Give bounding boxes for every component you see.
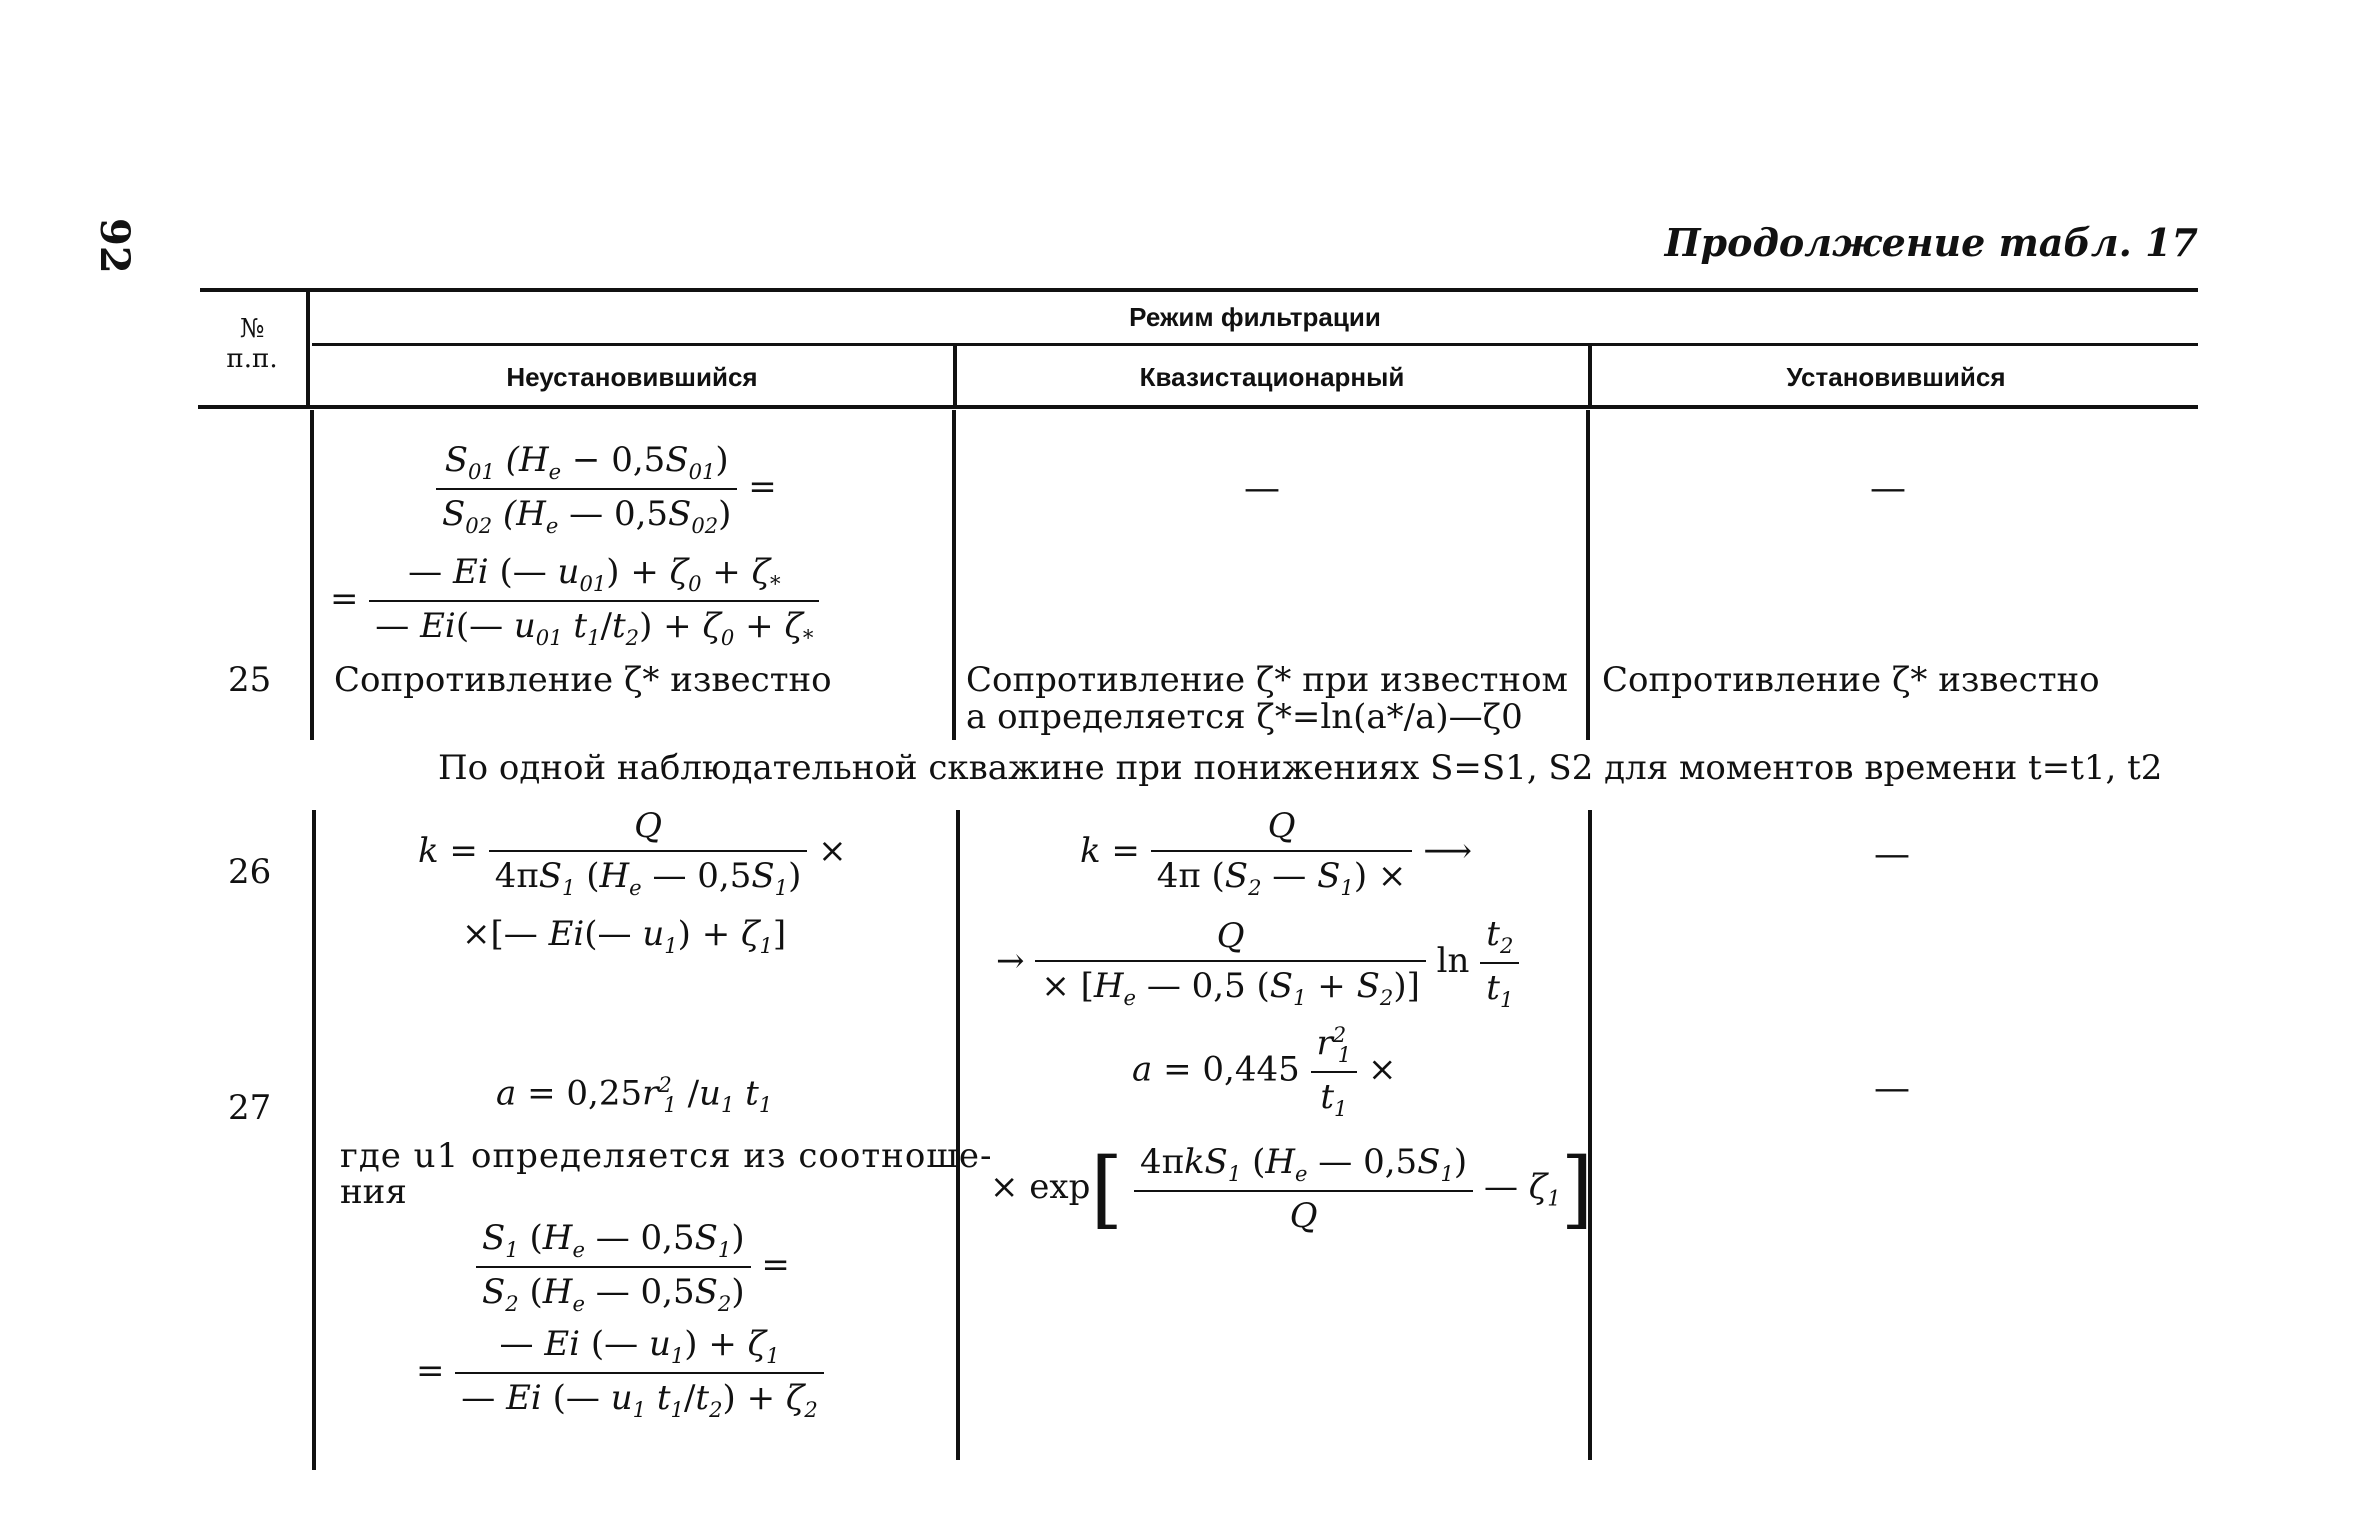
body-divider-2a bbox=[1586, 410, 1590, 740]
row-25-formula-ratio: $\frac{S_{01} (H_e - 0,5S_{01})}{S_{02} (H_e — 0,5S_{02})}$ = bbox=[436, 440, 777, 538]
row-26-number: 26 bbox=[228, 852, 272, 892]
row-27-unsteady-note-2: ния bbox=[340, 1172, 407, 1212]
header-bottom-rule bbox=[198, 405, 2198, 409]
header-number-sign: № bbox=[239, 314, 265, 344]
row-27-quasi-exp: × exp[ $\frac{4\pi kS_1 (H_e — 0,5S_1)}{Q}$ — $\zeta_1$] bbox=[990, 1139, 1594, 1238]
row-25-quasi-note-2: a определяется ζ*=ln(a*/a)—ζ0 bbox=[966, 697, 1523, 737]
body-divider-no-b bbox=[312, 810, 316, 1470]
row-25-formula-ei: = $\frac{— Ei (— u_{01}) + \zeta_0 + \zeta_*}{— Ei(— u_{01} t_1/t_2) + \zeta_0 + \zeta_*}$ bbox=[330, 552, 819, 650]
row-26-unsteady-formula-cont: ×[— Ei(— $u_1) + \zeta_1$] bbox=[462, 914, 787, 958]
row-25-fraction-s: $\frac{S_{01} (H_e - 0,5S_{01})}{S_{02} (H_e — 0,5S_{02})}$ bbox=[436, 440, 737, 538]
row-27-fraction-s: $\frac{S_1 (H_e — 0,5S_1)}{S_2 (H_e — 0,5S_2)}$ bbox=[476, 1218, 751, 1316]
row-27-unsteady-ei: = $\frac{— Ei (— u_1) + \zeta_1}{— Ei (— u_1 t_1/t_2) + \zeta_2}$ bbox=[416, 1324, 824, 1422]
row-27-steady-dash: — bbox=[1874, 1068, 1910, 1109]
body-divider-no-a bbox=[310, 410, 314, 740]
row-25-number: 25 bbox=[228, 660, 272, 700]
header-divider-no bbox=[306, 292, 310, 405]
header-group-title: Режим фильтрации bbox=[1129, 302, 1381, 332]
row-26-unsteady-formula: k = $\frac{Q}{4\pi S_1 (H_e — 0,5S_1)}$ × bbox=[418, 806, 847, 900]
row-27-fraction-ei: $\frac{— Ei (— u_1) + \zeta_1}{— Ei (— u_1 t_1/t_2) + \zeta_2}$ bbox=[455, 1324, 823, 1422]
header-col-quasi: Квазистационарный bbox=[1139, 362, 1405, 392]
header-number bbox=[200, 314, 304, 374]
row-25-steady-dash: — bbox=[1870, 468, 1906, 509]
row-27-unsteady-formula: $a = 0,25r^2_1$ $/u_1$ $t_1$ bbox=[496, 1072, 773, 1118]
row-25-quasi-note-1: Сопротивление ζ* при известном bbox=[966, 660, 1568, 700]
page-number: 92 bbox=[91, 218, 138, 274]
observation-well-note: По одной наблюдательной скважине при понижениях S=S1, S2 для моментов времени t=t1, t2 bbox=[438, 748, 2163, 788]
header-col-steady: Установившийся bbox=[1786, 362, 2006, 392]
table-caption: Продолжение табл. 17 bbox=[1664, 220, 2198, 265]
header-divider-1 bbox=[953, 346, 957, 405]
row-27-quasi-fraction-exp: $\frac{4\pi kS_1 (H_e — 0,5S_1)}{Q}$ bbox=[1134, 1142, 1473, 1236]
row-26-quasi-fraction-2: $\frac{Q}{\times [H_e — 0,5 (S_1 + S_2)]}$ bbox=[1035, 916, 1426, 1010]
row-25-quasi-dash: — bbox=[1244, 468, 1280, 509]
row-26-steady-dash: — bbox=[1874, 834, 1910, 875]
row-25-fraction-ei: $\frac{— Ei (— u_{01}) + \zeta_0 + \zeta_*}{— Ei(— u_{01} t_1/t_2) + \zeta_0 + \zeta_*}$ bbox=[369, 552, 819, 650]
header-group-rule bbox=[312, 343, 2198, 346]
table-top-rule bbox=[200, 288, 2198, 292]
row-27-unsteady-note-1: где u1 определяется из соотноше- bbox=[340, 1136, 993, 1176]
row-25-unsteady-note: Сопротивление ζ* известно bbox=[334, 660, 832, 700]
row-26-quasi-formula-cont: → $\frac{Q}{\times [H_e — 0,5 (S_1 + S_2)]}$ ln $\frac{t_2}{t_1}$ bbox=[996, 914, 1519, 1012]
body-divider-1a bbox=[952, 410, 956, 740]
header-number-abbr: п.п. bbox=[226, 344, 278, 374]
row-26-quasi-fraction-ln: $\frac{t_2}{t_1}$ bbox=[1480, 914, 1519, 1012]
body-divider-2b bbox=[1588, 810, 1592, 1460]
row-27-quasi-fraction-r: $\frac{r^2_1}{t_1}$ bbox=[1311, 1022, 1358, 1121]
row-27-number: 27 bbox=[228, 1088, 272, 1128]
row-25-steady-note: Сопротивление ζ* известно bbox=[1602, 660, 2100, 700]
row-27-unsteady-ratio: $\frac{S_1 (H_e — 0,5S_1)}{S_2 (H_e — 0,5S_2)}$ = bbox=[476, 1218, 790, 1316]
header-col-unsteady: Неустановившийся bbox=[506, 362, 758, 392]
header-divider-2 bbox=[1588, 346, 1592, 405]
row-27-quasi-formula: a = 0,445 $\frac{r^2_1}{t_1}$ × bbox=[1132, 1022, 1397, 1121]
body-divider-1b bbox=[956, 810, 960, 1460]
row-26-quasi-fraction-1: $\frac{Q}{4\pi (S_2 — S_1) \times}$ bbox=[1151, 806, 1413, 900]
row-26-unsteady-fraction: $\frac{Q}{4\pi S_1 (H_e — 0,5S_1)}$ bbox=[489, 806, 808, 900]
row-26-quasi-formula: k = $\frac{Q}{4\pi (S_2 — S_1) \times}$ ⟶ bbox=[1080, 806, 1472, 900]
